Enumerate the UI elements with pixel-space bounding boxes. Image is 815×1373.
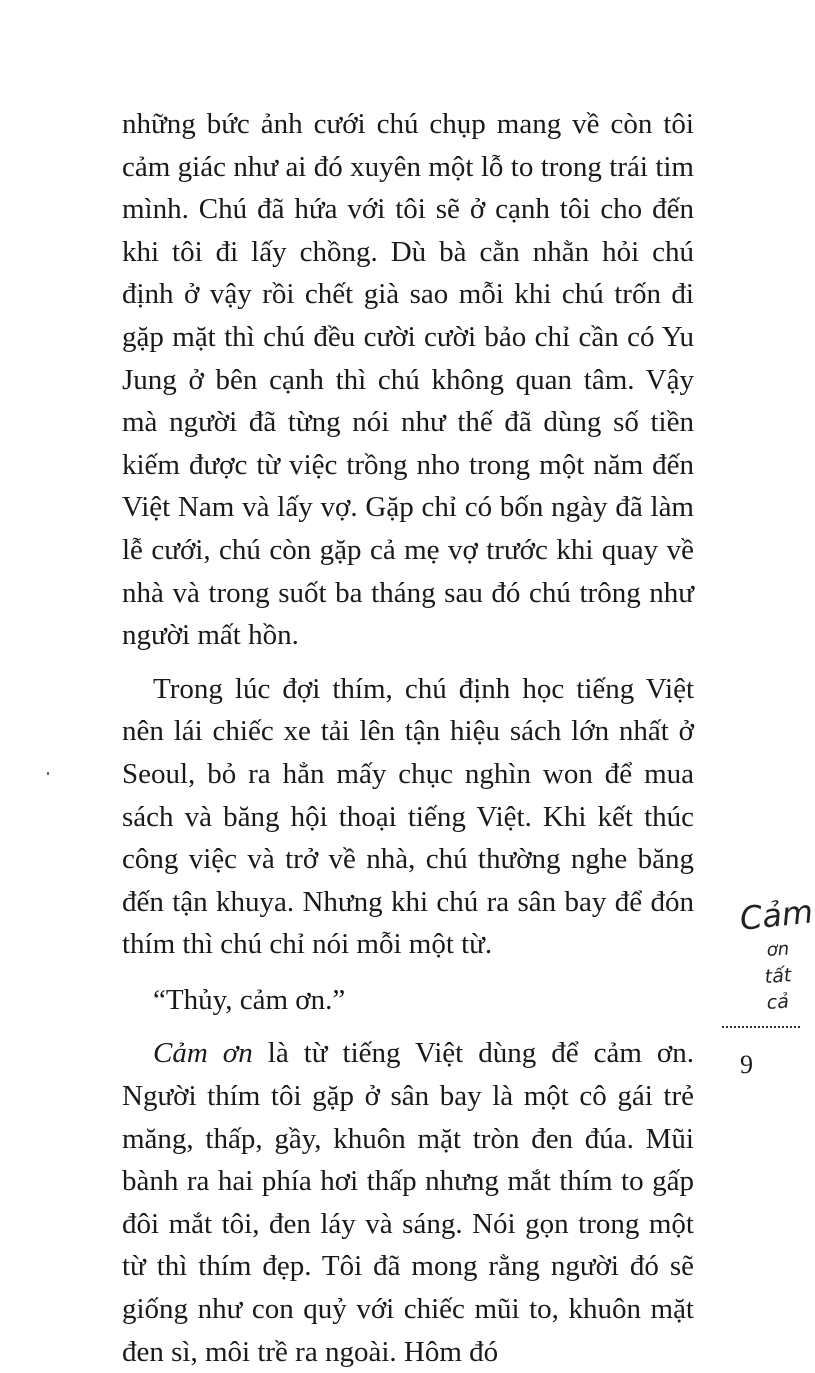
- body-text: [122, 103, 694, 1373]
- paragraph-quote: “Thủy, cảm ơn.”: [153, 983, 346, 1016]
- margin-divider: [722, 1026, 800, 1028]
- paragraph-2: Trong lúc đợi thím, chú định học tiếng Việt nên lái chiếc xe tải lên tận hiệu sách lớn nhất ở Seoul, bỏ ra hẳn mấy chục nghìn won để mua sách và băng hội thoại tiếng Việt. Khi kết thúc công việc và trở về nhà, chú thường nghe băng đến tận khuya. Nhưng khi chú ra sân bay để đón thím thì chú chỉ nói mỗi một từ.: [122, 672, 694, 961]
- paragraph-3-text: là từ tiếng Việt dùng để cảm ơn. Người thím tôi gặp ở sân bay là một cô gái trẻ măng, thấp, gầy, khuôn mặt tròn đen đúa. Mũi bành ra hai phía hơi thấp nhưng mắt thím to gấp đôi mắt tôi, đen láy và sáng. Nói gọn trong một từ thì thím đẹp. Tôi đã mong rằng người đó sẽ giống như con quỷ với chiếc mũi to, khuôn mặt đen sì, môi trề ra ngoài. Hôm đó: [122, 1037, 694, 1368]
- title-word-3: tất: [764, 964, 793, 988]
- paragraph-1: những bức ảnh cưới chú chụp mang về còn tôi cảm giác như ai đó xuyên một lỗ to trong trái tim mình. Chú đã hứa với tôi sẽ ở cạnh tôi cho đến khi tôi đi lấy chồng. Dù bà cằn nhằn hỏi chú định ở vậy rồi chết già sao mỗi khi chú trốn đi gặp mặt thì chú đều cười cười bảo chỉ cần có Yu Jung ở bên cạnh thì chú không quan tâm. Vậy mà người đã từng nói như thế đã dùng số tiền kiếm được từ việc trồng nho trong một năm đến Việt Nam và lấy vợ. Gặp chỉ có bốn ngày đã làm lễ cưới, chú còn gặp cả mẹ vợ trước khi quay về nhà và trong suốt ba tháng sau đó chú trông như người mất hồn.: [122, 108, 694, 652]
- print-speck: [47, 772, 49, 775]
- title-word-1: Cảm: [738, 892, 815, 938]
- book-title-margin: [722, 892, 815, 1022]
- italic-lead: Cảm ơn: [153, 1037, 253, 1070]
- title-word-4: cả: [766, 990, 790, 1014]
- paragraph-3: [122, 1032, 694, 1373]
- title-word-2: ơn: [766, 938, 790, 961]
- page-number: 9: [740, 1050, 753, 1079]
